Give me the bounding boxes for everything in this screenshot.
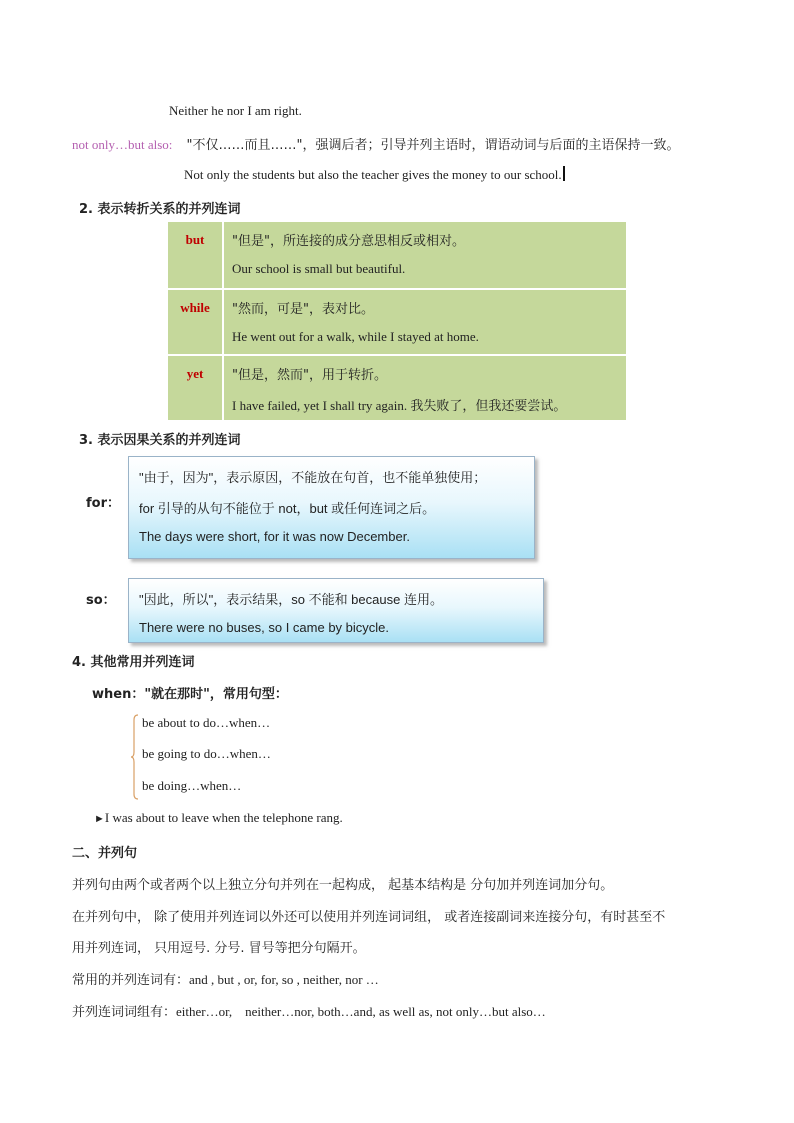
conjunction-word: but <box>168 222 222 288</box>
part2-heading: 二、并列句 <box>72 846 138 861</box>
text-cursor <box>563 166 565 181</box>
part2-paragraph1: 并列句由两个或者两个以上独立分句并列在一起构成， 起基本结构是 分句加并列连词加分句。 <box>72 878 614 893</box>
conjunction-cell <box>224 356 626 420</box>
for-explanation-box <box>128 456 535 559</box>
for-label: for： <box>86 496 120 511</box>
conjunction-word: while <box>168 290 222 354</box>
when-example <box>94 810 343 826</box>
left-brace-icon <box>131 714 139 800</box>
pattern-item: be going to do…when… <box>142 746 271 761</box>
conjunction-cell <box>224 222 626 288</box>
conjunction-word: yet <box>168 356 222 420</box>
triangle-bullet-icon: ► <box>94 813 105 825</box>
when-label: when："就在那时"，常用句型： <box>92 687 288 702</box>
not-only-desc: "不仅……而且……"，强调后者；引导并列主语时，谓语动词与后面的主语保持一致。 <box>186 138 680 153</box>
conjunction-example: He went out for a walk, while I stayed at home. <box>232 329 479 344</box>
for-example: The days were short, for it was now December. <box>139 529 410 544</box>
conjunction-meaning: "但是，然而"，用于转折。 <box>232 368 387 383</box>
so-line1: "因此，所以"，表示结果，so 不能和 because 连用。 <box>139 592 443 607</box>
section2-heading: 2. 表示转折关系的并列连词 <box>79 202 241 217</box>
not-only-example <box>184 166 565 183</box>
section4-heading: 4. 其他常用并列连词 <box>72 655 195 670</box>
part2-paragraph2-line2: 用并列连词， 只用逗号. 分号. 冒号等把分句隔开。 <box>72 941 366 956</box>
so-explanation-box <box>128 578 544 643</box>
part2-paragraph2-line1: 在并列句中， 除了使用并列连词以外还可以使用并列连词词组， 或者连接副词来连接分句，有时甚至不 <box>72 910 666 925</box>
so-example: There were no buses, so I came by bicycle. <box>139 620 390 635</box>
pattern-item: be about to do…when… <box>142 715 271 730</box>
common-conjunctions-list: and , but , or, for, so , neither, nor … <box>189 972 379 987</box>
neither-example: Neither he nor I am right. <box>169 103 302 118</box>
common-conjunctions <box>72 969 379 988</box>
conjunction-example: I have failed, yet I shall try again. 我失败了，但我还要尝试。 <box>232 398 567 413</box>
conjunction-groups <box>72 1001 546 1020</box>
section3-heading: 3. 表示因果关系的并列连词 <box>79 433 241 448</box>
conjunction-meaning: "但是"，所连接的成分意思相反或相对。 <box>232 234 465 249</box>
conjunction-groups-label: 并列连词词组有： <box>72 1005 177 1020</box>
not-only-term: not only…but also: <box>72 137 173 152</box>
for-line2: for 引导的从句不能位于 not，but 或任何连词之后。 <box>139 501 436 516</box>
not-only-line <box>72 134 680 153</box>
conjunction-cell <box>224 290 626 354</box>
conjunction-meaning: "然而，可是"，表对比。 <box>232 302 374 317</box>
table-row <box>168 290 626 354</box>
when-example-text: I was about to leave when the telephone rang. <box>104 810 343 825</box>
pattern-item: be doing…when… <box>142 778 242 793</box>
conjunction-example: Our school is small but beautiful. <box>232 261 406 276</box>
for-line1: "由于，因为"，表示原因，不能放在句首，也不能单独使用； <box>139 470 487 485</box>
common-conjunctions-label: 常用的并列连词有： <box>72 973 190 988</box>
conjunction-groups-list: either…or, neither…nor, both…and, as well as, not only…but also… <box>176 1004 546 1019</box>
table-row <box>168 356 626 420</box>
not-only-example-text: Not only the students but also the teacher gives the money to our school. <box>184 167 562 182</box>
contrast-conjunction-table <box>168 222 626 422</box>
table-row <box>168 222 626 288</box>
so-label: so： <box>86 593 116 608</box>
